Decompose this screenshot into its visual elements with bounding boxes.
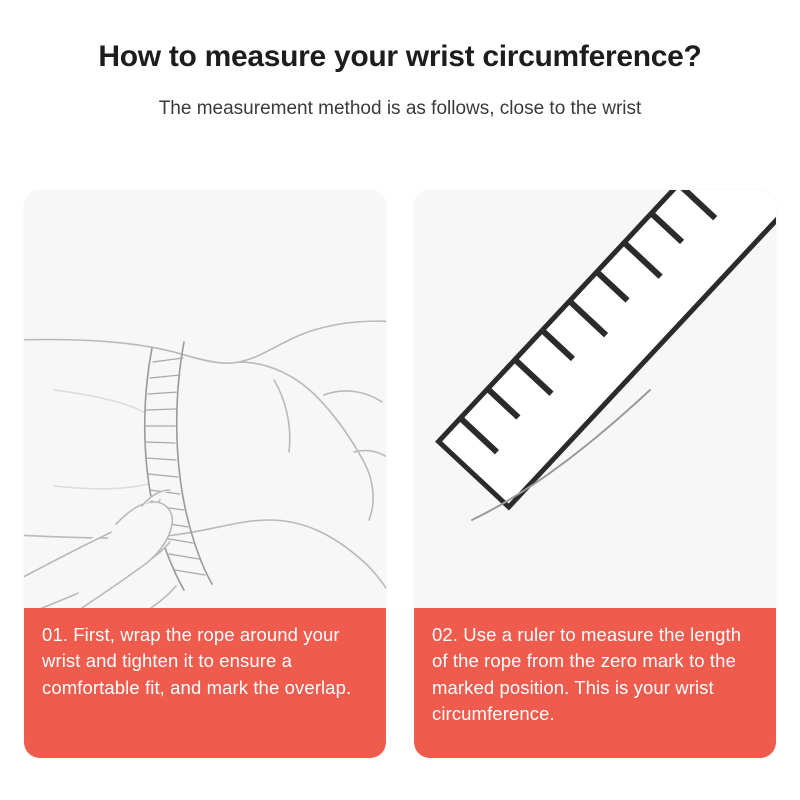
page-title: How to measure your wrist circumference? <box>98 40 702 73</box>
ruler-illustration <box>414 190 776 608</box>
step-card-01 <box>24 190 386 758</box>
step-caption-01: 01. First, wrap the rope around your wrist and tighten it to ensure a comfortable fit, and mark the overlap. <box>24 608 386 758</box>
steps-container <box>24 190 776 758</box>
page-subtitle: The measurement method is as follows, close to the wrist <box>158 98 642 119</box>
wrist-measure-illustration <box>24 190 386 608</box>
step-card-02 <box>414 190 776 758</box>
step-caption-02: 02. Use a ruler to measure the length of the rope from the zero mark to the marked position. This is your wrist circumference. <box>414 608 776 758</box>
